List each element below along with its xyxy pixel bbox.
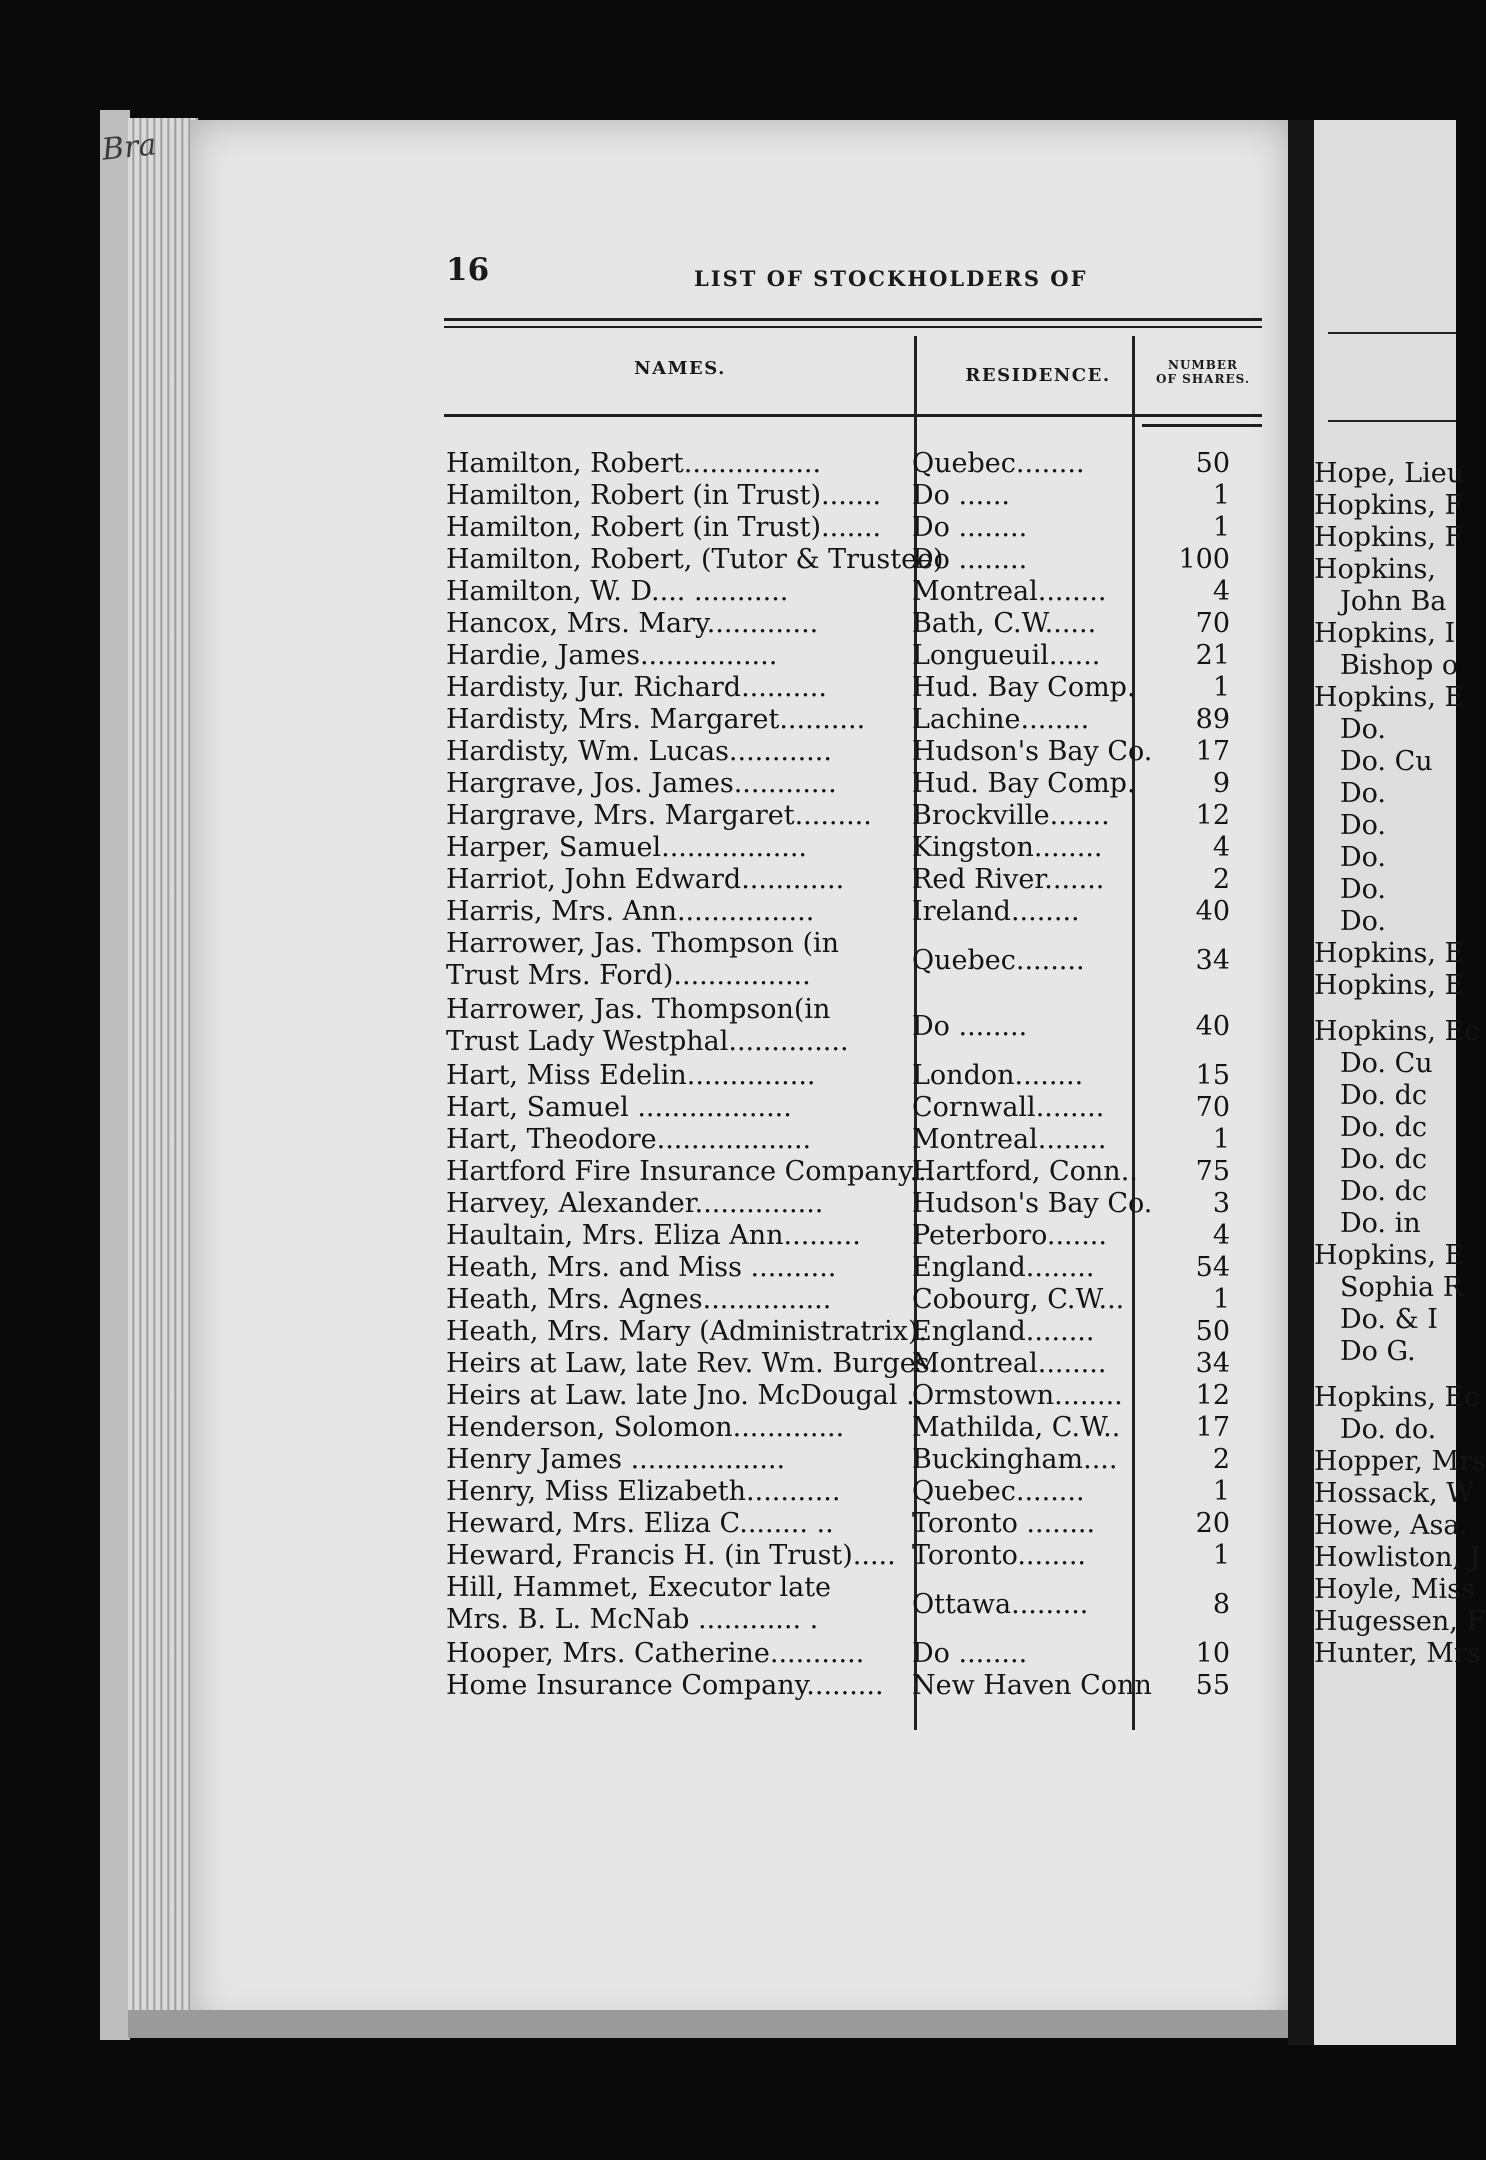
facing-page-entry: Hopper, Mrs xyxy=(1314,1446,1486,1477)
table-row xyxy=(420,800,1270,832)
table-row xyxy=(420,704,1270,736)
stockholder-name: Harper, Samuel................. xyxy=(446,832,808,863)
facing-page-entry: Hugessen, F xyxy=(1314,1606,1486,1637)
table-row xyxy=(420,1348,1270,1380)
stockholder-name: Hargrave, Mrs. Margaret......... xyxy=(446,800,872,831)
stockholder-shares: 55 xyxy=(1195,1670,1230,1701)
column-header-rule xyxy=(444,414,1262,417)
stockholder-shares: 9 xyxy=(1212,768,1230,799)
facing-page-entry: Hopkins, F xyxy=(1314,522,1464,553)
stockholder-name: Hart, Theodore.................. xyxy=(446,1124,812,1155)
stockholder-shares: 100 xyxy=(1178,544,1230,575)
facing-page-entry: Do. dc xyxy=(1340,1144,1427,1175)
facing-page-entry: Do. in xyxy=(1340,1208,1421,1239)
stockholder-shares: 4 xyxy=(1212,832,1230,863)
column-header-names: NAMES. xyxy=(634,358,726,379)
stockholder-residence: Montreal........ xyxy=(912,1348,1107,1379)
stockholder-residence: New Haven Conn xyxy=(912,1670,1152,1701)
stockholder-name: Heward, Francis H. (in Trust)..... xyxy=(446,1540,896,1571)
table-row xyxy=(420,1316,1270,1348)
table-row xyxy=(420,576,1270,608)
stockholder-shares: 3 xyxy=(1212,1188,1230,1219)
facing-page-entry: Do. dc xyxy=(1340,1112,1427,1143)
table-row xyxy=(420,544,1270,576)
stockholder-shares: 1 xyxy=(1212,512,1230,543)
stockholder-name: Heath, Mrs. Agnes............... xyxy=(446,1284,832,1315)
table-row xyxy=(420,994,1270,1060)
stockholder-residence: Toronto........ xyxy=(912,1540,1087,1571)
facing-page-entry: Hopkins, E xyxy=(1314,970,1465,1001)
page-edge xyxy=(128,118,198,2038)
column-header-shares-line1: NUMBER xyxy=(1168,358,1238,372)
facing-page-entry: Do. dc xyxy=(1340,1080,1427,1111)
stockholder-name: Hamilton, W. D.... ........... xyxy=(446,576,789,607)
stockholder-name: Heirs at Law. late Jno. McDougal .. xyxy=(446,1380,924,1411)
facing-page-entry: Do. xyxy=(1340,874,1387,905)
table-row xyxy=(420,1476,1270,1508)
stockholder-residence: Toronto ........ xyxy=(912,1508,1096,1539)
facing-page-entry: Hopkins, I xyxy=(1314,618,1456,649)
stockholder-name: Hooper, Mrs. Catherine........... xyxy=(446,1638,865,1669)
stockholder-shares: 10 xyxy=(1195,1638,1230,1669)
margin-note: Bra xyxy=(100,127,158,168)
stockholder-shares: 4 xyxy=(1212,576,1230,607)
stockholder-name: Harvey, Alexander............... xyxy=(446,1188,824,1219)
stockholder-name: Heirs at Law, late Rev. Wm. Burges. xyxy=(446,1348,939,1379)
stockholder-residence: Bath, C.W...... xyxy=(912,608,1097,639)
stockholder-shares: 1 xyxy=(1212,672,1230,703)
column-header-shares-line2: OF SHARES. xyxy=(1156,372,1250,386)
page-bottom-edge xyxy=(128,2010,1298,2038)
facing-page-entry: Bishop o xyxy=(1340,650,1459,681)
stockholder-residence: Buckingham.... xyxy=(912,1444,1118,1475)
table-row xyxy=(420,512,1270,544)
table-row xyxy=(420,448,1270,480)
facing-page-entry: Hopkins, E xyxy=(1314,1240,1465,1271)
stockholder-name: Harrower, Jas. Thompson (in Trust Mrs. Ford)................ xyxy=(446,928,840,991)
stockholder-name: Henderson, Solomon............. xyxy=(446,1412,845,1443)
facing-page-entry: Sophia R xyxy=(1340,1272,1464,1303)
stockholder-residence: Do ........ xyxy=(912,544,1028,575)
stockholder-name: Home Insurance Company......... xyxy=(446,1670,884,1701)
stockholder-shares: 75 xyxy=(1195,1156,1230,1187)
stockholder-name: Henry James .................. xyxy=(446,1444,786,1475)
stockholder-residence: Mathilda, C.W.. xyxy=(912,1412,1121,1443)
stockholder-name: Hargrave, Jos. James............ xyxy=(446,768,837,799)
stockholder-residence: Kingston........ xyxy=(912,832,1103,863)
facing-page-entry: Hossack, W xyxy=(1314,1478,1475,1509)
stockholder-shares: 89 xyxy=(1195,704,1230,735)
stockholder-residence: Longueuil...... xyxy=(912,640,1101,671)
stockholder-name: Haultain, Mrs. Eliza Ann......... xyxy=(446,1220,861,1251)
stockholder-residence: Ormstown........ xyxy=(912,1380,1123,1411)
facing-page-rule xyxy=(1328,332,1456,334)
stockholder-residence: Brockville....... xyxy=(912,800,1110,831)
table-row xyxy=(420,1444,1270,1476)
stockholder-name: Harrower, Jas. Thompson(in Trust Lady Westphal.............. xyxy=(446,994,849,1057)
stockholder-name: Harriot, John Edward............ xyxy=(446,864,845,895)
stockholder-name: Hamilton, Robert (in Trust)....... xyxy=(446,512,882,543)
stockholder-table xyxy=(420,448,1270,1702)
stockholder-residence: Do ........ xyxy=(912,1638,1028,1669)
stockholder-residence: Montreal........ xyxy=(912,576,1107,607)
stockholder-shares: 2 xyxy=(1212,1444,1230,1475)
table-row xyxy=(420,480,1270,512)
facing-page-entry: Hopkins, xyxy=(1314,554,1436,585)
stockholder-residence: England........ xyxy=(912,1316,1095,1347)
stockholder-name: Hamilton, Robert, (Tutor & Trustee) xyxy=(446,544,944,575)
table-row xyxy=(420,608,1270,640)
stockholder-name: Hardie, James................ xyxy=(446,640,778,671)
header-rule-top xyxy=(444,318,1262,321)
stockholder-shares: 12 xyxy=(1195,1380,1230,1411)
facing-page-entry: Hopkins, E xyxy=(1314,682,1465,713)
stockholder-shares: 34 xyxy=(1195,1348,1230,1379)
stockholder-residence: Quebec........ xyxy=(912,945,1085,976)
stockholder-residence: Hudson's Bay Co. xyxy=(912,1188,1153,1219)
table-row xyxy=(420,832,1270,864)
facing-page-entry: Hopkins, Ec xyxy=(1314,1382,1480,1413)
column-header-residence: RESIDENCE. xyxy=(965,365,1111,386)
table-row xyxy=(420,1380,1270,1412)
table-row xyxy=(420,1572,1270,1638)
facing-page-entry: John Ba xyxy=(1340,586,1447,617)
facing-page-entry: Hunter, Mrs xyxy=(1314,1638,1481,1669)
table-row xyxy=(420,864,1270,896)
table-row xyxy=(420,1412,1270,1444)
table-row xyxy=(420,1252,1270,1284)
stockholder-shares: 15 xyxy=(1195,1060,1230,1091)
table-row xyxy=(420,896,1270,928)
table-row xyxy=(420,1284,1270,1316)
stockholder-shares: 12 xyxy=(1195,800,1230,831)
stockholder-shares: 21 xyxy=(1195,640,1230,671)
facing-page-entry: Do. xyxy=(1340,778,1387,809)
stockholder-residence: Ottawa......... xyxy=(912,1589,1089,1620)
table-row xyxy=(420,1156,1270,1188)
stockholder-shares: 40 xyxy=(1195,1011,1230,1042)
table-row xyxy=(420,1092,1270,1124)
stockholder-shares: 1 xyxy=(1212,1540,1230,1571)
facing-page-rule-2 xyxy=(1328,420,1456,422)
facing-page-entry: Do. do. xyxy=(1340,1414,1437,1445)
table-row xyxy=(420,1638,1270,1670)
facing-page-entry: Do G. xyxy=(1340,1336,1416,1367)
facing-page-entry: Do. dc xyxy=(1340,1176,1427,1207)
facing-page-entry: Howe, Asa. xyxy=(1314,1510,1469,1541)
facing-page-entry: Hope, Lieu xyxy=(1314,458,1465,489)
stockholder-residence: Hartford, Conn.. xyxy=(912,1156,1138,1187)
stockholder-name: Hamilton, Robert (in Trust)....... xyxy=(446,480,882,511)
scan-frame xyxy=(100,110,130,2040)
table-row xyxy=(420,672,1270,704)
stockholder-shares: 70 xyxy=(1195,608,1230,639)
table-row xyxy=(420,1540,1270,1572)
stockholder-name: Hardisty, Wm. Lucas............ xyxy=(446,736,832,767)
stockholder-shares: 17 xyxy=(1195,1412,1230,1443)
stockholder-name: Hamilton, Robert................ xyxy=(446,448,822,479)
header-rule-bottom xyxy=(444,326,1262,328)
stockholder-name: Heath, Mrs. and Miss .......... xyxy=(446,1252,837,1283)
stockholder-shares: 54 xyxy=(1195,1252,1230,1283)
stockholder-residence: Do ........ xyxy=(912,512,1028,543)
table-row xyxy=(420,1670,1270,1702)
stockholder-name: Harris, Mrs. Ann................ xyxy=(446,896,815,927)
stockholder-residence: Do ........ xyxy=(912,1011,1028,1042)
stockholder-residence: Ireland........ xyxy=(912,896,1080,927)
column-header-shares xyxy=(1138,358,1268,386)
stockholder-residence: Quebec........ xyxy=(912,448,1085,479)
stockholder-shares: 1 xyxy=(1212,1476,1230,1507)
stockholder-residence: Cobourg, C.W... xyxy=(912,1284,1125,1315)
stockholder-name: Hancox, Mrs. Mary............. xyxy=(446,608,819,639)
stockholder-shares: 40 xyxy=(1195,896,1230,927)
table-row xyxy=(420,1060,1270,1092)
table-row xyxy=(420,1508,1270,1540)
table-row xyxy=(420,768,1270,800)
facing-page-entry: Do. & I xyxy=(1340,1304,1438,1335)
stockholder-shares: 1 xyxy=(1212,480,1230,511)
facing-page-entry: Hopkins, F xyxy=(1314,490,1464,521)
facing-page-entry: Do. xyxy=(1340,810,1387,841)
stockholder-name: Heath, Mrs. Mary (Administratrix). xyxy=(446,1316,928,1347)
stockholder-shares: 4 xyxy=(1212,1220,1230,1251)
page-title: LIST OF STOCKHOLDERS OF xyxy=(694,266,1088,291)
stockholder-shares: 70 xyxy=(1195,1092,1230,1123)
stockholder-residence: Hud. Bay Comp. xyxy=(912,768,1136,799)
facing-page-entry: Do. Cu xyxy=(1340,1048,1433,1079)
stockholder-shares: 1 xyxy=(1212,1124,1230,1155)
stockholder-shares: 20 xyxy=(1195,1508,1230,1539)
stockholder-residence: Lachine........ xyxy=(912,704,1090,735)
stockholder-shares: 50 xyxy=(1195,448,1230,479)
facing-page-entry: Do. xyxy=(1340,906,1387,937)
stockholder-name: Heward, Mrs. Eliza C........ .. xyxy=(446,1508,834,1539)
facing-page-entry: Hoyle, Miss xyxy=(1314,1574,1475,1605)
book-gutter xyxy=(1288,120,1314,2045)
table-row xyxy=(420,640,1270,672)
facing-page-entry: Do. xyxy=(1340,714,1387,745)
shares-short-rule xyxy=(1142,424,1262,427)
table-row xyxy=(420,736,1270,768)
stockholder-residence: England........ xyxy=(912,1252,1095,1283)
stockholder-residence: London........ xyxy=(912,1060,1084,1091)
table-row xyxy=(420,1124,1270,1156)
stockholder-residence: Hudson's Bay Co. xyxy=(912,736,1153,767)
table-row xyxy=(420,928,1270,994)
facing-page-entry: Hopkins, Ec xyxy=(1314,1016,1480,1047)
stockholder-name: Hardisty, Mrs. Margaret.......... xyxy=(446,704,866,735)
stockholder-shares: 2 xyxy=(1212,864,1230,895)
stockholder-shares: 34 xyxy=(1195,945,1230,976)
stockholder-shares: 8 xyxy=(1212,1589,1230,1620)
stockholder-residence: Red River....... xyxy=(912,864,1105,895)
stockholder-residence: Cornwall........ xyxy=(912,1092,1105,1123)
stockholder-name: Hart, Samuel .................. xyxy=(446,1092,792,1123)
stockholder-residence: Montreal........ xyxy=(912,1124,1107,1155)
facing-page-list xyxy=(1314,458,1486,1670)
facing-page-entry: Howliston, J xyxy=(1314,1542,1481,1573)
stockholder-name: Hartford Fire Insurance Company... xyxy=(446,1156,936,1187)
facing-page-entry: Do. xyxy=(1340,842,1387,873)
stockholder-shares: 17 xyxy=(1195,736,1230,767)
stockholder-name: Hart, Miss Edelin............... xyxy=(446,1060,816,1091)
stockholder-residence: Hud. Bay Comp. xyxy=(912,672,1136,703)
table-row xyxy=(420,1220,1270,1252)
page-number: 16 xyxy=(446,252,490,288)
table-row xyxy=(420,1188,1270,1220)
stockholder-residence: Do ...... xyxy=(912,480,1010,511)
stockholder-residence: Quebec........ xyxy=(912,1476,1085,1507)
stockholder-name: Hardisty, Jur. Richard.......... xyxy=(446,672,827,703)
facing-page-entry: Do. Cu xyxy=(1340,746,1433,777)
facing-page-entry: Hopkins, E xyxy=(1314,938,1465,969)
stockholder-name: Henry, Miss Elizabeth........... xyxy=(446,1476,841,1507)
stockholder-name: Hill, Hammet, Executor late Mrs. B. L. McNab ............ . xyxy=(446,1572,832,1635)
stockholder-residence: Peterboro....... xyxy=(912,1220,1107,1251)
stockholder-shares: 1 xyxy=(1212,1284,1230,1315)
stockholder-shares: 50 xyxy=(1195,1316,1230,1347)
